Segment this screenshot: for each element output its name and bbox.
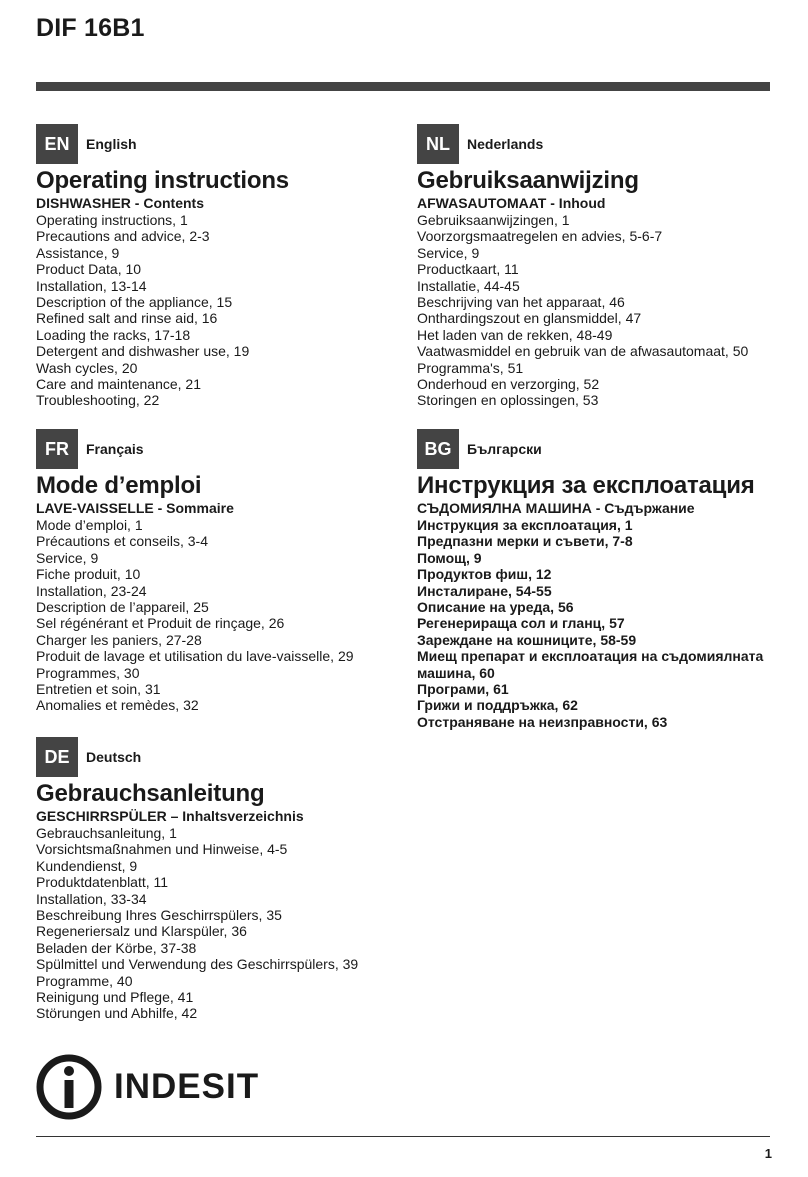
toc-list xyxy=(36,212,406,409)
toc-item: Assistance, 9 xyxy=(36,244,120,261)
toc-item: Installatie, 44-45 xyxy=(417,277,520,294)
toc-item: Vorsichtsmaßnahmen und Hinweise, 4-5 xyxy=(36,841,288,858)
model-title: DIF 16B1 xyxy=(36,14,145,42)
language-name: English xyxy=(86,136,137,152)
toc-item: Detergent and dishwasher use, 19 xyxy=(36,343,250,360)
language-code-badge: DE xyxy=(36,737,78,777)
toc-item: Програми, 61 xyxy=(417,681,509,698)
contents-title: DISHWASHER - Contents xyxy=(36,195,204,211)
toc-item: Description de l’appareil, 25 xyxy=(36,599,209,616)
toc-list xyxy=(417,212,787,409)
toc-item: Beschreibung Ihres Geschirrspülers, 35 xyxy=(36,907,282,924)
indesit-logo-icon xyxy=(36,1054,102,1120)
contents-title: LAVE-VAISSELLE - Sommaire xyxy=(36,500,234,516)
toc-item: Installation, 33-34 xyxy=(36,890,147,907)
doc-title: Operating instructions xyxy=(36,167,289,194)
brand-wordmark: INDESIT xyxy=(114,1067,260,1106)
language-code-badge: EN xyxy=(36,124,78,164)
toc-item: Programme, 40 xyxy=(36,972,133,989)
toc-item: Anomalies et remèdes, 32 xyxy=(36,697,199,714)
toc-item: Störungen und Abhilfe, 42 xyxy=(36,1005,198,1022)
toc-item: Product Data, 10 xyxy=(36,261,142,278)
language-header xyxy=(36,429,406,469)
toc-item: Produit de lavage et utilisation du lave-vaisselle, 29 xyxy=(36,648,354,665)
toc-item: Vaatwasmiddel en gebruik van de afwasautomaat, 50 xyxy=(417,343,749,360)
toc-item: Voorzorgsmaatregelen en advies, 5-6-7 xyxy=(417,228,663,245)
toc-item: Инструкция за експлоатация, 1 xyxy=(417,517,633,533)
toc-item: Programma's, 51 xyxy=(417,359,524,376)
toc-item: Beschrijving van het apparaat, 46 xyxy=(417,294,625,311)
toc-item: Грижи и поддръжка, 62 xyxy=(417,697,578,714)
toc-item: Précautions et conseils, 3-4 xyxy=(36,533,208,550)
contents-title: AFWASAUTOMAAT - Inhoud xyxy=(417,195,606,211)
header-bar xyxy=(36,82,770,91)
toc-item: Loading the racks, 17-18 xyxy=(36,326,191,343)
footer-rule xyxy=(36,1136,770,1137)
toc-item: Зареждане на кошниците, 58-59 xyxy=(417,631,637,648)
toc-item: Installation, 23-24 xyxy=(36,582,147,599)
language-name: Nederlands xyxy=(467,136,544,152)
toc-list xyxy=(417,517,792,730)
toc-item: Отстраняване на неизправности, 63 xyxy=(417,713,668,730)
language-code-badge: FR xyxy=(36,429,78,469)
toc-item: Gebruiksaanwijzingen, 1 xyxy=(417,212,570,228)
toc-list xyxy=(36,517,406,714)
toc-item: Description of the appliance, 15 xyxy=(36,294,233,311)
language-name: Français xyxy=(86,441,144,457)
toc-list xyxy=(36,825,406,1022)
brand-logo xyxy=(36,1054,259,1120)
toc-item: Gebrauchsanleitung, 1 xyxy=(36,825,177,841)
toc-item: машина, 60 xyxy=(417,664,495,681)
toc-item: Precautions and advice, 2-3 xyxy=(36,228,210,245)
toc-item: Продуктов фиш, 12 xyxy=(417,566,552,583)
toc-item: Entretien et soin, 31 xyxy=(36,681,161,698)
toc-item: Care and maintenance, 21 xyxy=(36,376,201,393)
contents-title: СЪДОМИЯЛНА МАШИНА - Съдържание xyxy=(417,500,695,516)
toc-item: Wash cycles, 20 xyxy=(36,359,138,376)
toc-item: Описание на уреда, 56 xyxy=(417,599,574,616)
language-code-badge: NL xyxy=(417,124,459,164)
toc-item: Kundendienst, 9 xyxy=(36,857,138,874)
toc-item: Troubleshooting, 22 xyxy=(36,392,160,409)
toc-item: Regeneriersalz und Klarspüler, 36 xyxy=(36,923,247,940)
language-header xyxy=(417,429,792,469)
toc-item: Регенерираща сол и гланц, 57 xyxy=(417,615,625,632)
toc-item: Sel régénérant et Produit de rinçage, 26 xyxy=(36,615,285,632)
toc-item: Spülmittel und Verwendung des Geschirrspülers, 39 xyxy=(36,956,359,973)
section-de xyxy=(36,737,406,1022)
toc-item: Fiche produit, 10 xyxy=(36,566,141,583)
contents-title: GESCHIRRSPÜLER – Inhaltsverzeichnis xyxy=(36,808,304,824)
toc-item: Storingen en oplossingen, 53 xyxy=(417,392,599,409)
section-nl xyxy=(417,124,787,409)
toc-item: Onthardingszout en glansmiddel, 47 xyxy=(417,310,642,327)
toc-item: Mode d’emploi, 1 xyxy=(36,517,143,533)
toc-item: Produktdatenblatt, 11 xyxy=(36,874,169,891)
toc-item: Предпазни мерки и съвети, 7-8 xyxy=(417,533,633,550)
section-bg xyxy=(417,429,792,730)
language-name: Български xyxy=(467,441,542,457)
toc-item: Installation, 13-14 xyxy=(36,277,147,294)
toc-item: Productkaart, 11 xyxy=(417,261,519,278)
page-number: 1 xyxy=(764,1146,772,1161)
toc-item: Operating instructions, 1 xyxy=(36,212,188,228)
language-name: Deutsch xyxy=(86,749,142,765)
language-header xyxy=(417,124,787,164)
toc-item: Refined salt and rinse aid, 16 xyxy=(36,310,218,327)
toc-item: Миещ препарат и експлоатация на съдомиялната xyxy=(417,648,764,665)
doc-title: Инструкция за експлоатация xyxy=(417,472,755,499)
section-fr xyxy=(36,429,406,714)
doc-title: Gebruiksaanwijzing xyxy=(417,167,639,194)
language-header xyxy=(36,124,406,164)
toc-item: Beladen der Körbe, 37-38 xyxy=(36,939,197,956)
toc-item: Onderhoud en verzorging, 52 xyxy=(417,376,600,393)
toc-item: Service, 9 xyxy=(36,549,99,566)
toc-item: Service, 9 xyxy=(417,244,480,261)
toc-item: Reinigung und Pflege, 41 xyxy=(36,989,194,1006)
toc-item: Charger les paniers, 27-28 xyxy=(36,631,202,648)
doc-title: Gebrauchsanleitung xyxy=(36,780,265,807)
toc-item: Инсталиране, 54-55 xyxy=(417,582,552,599)
language-code-badge: BG xyxy=(417,429,459,469)
toc-item: Помощ, 9 xyxy=(417,549,482,566)
language-header xyxy=(36,737,406,777)
toc-item: Programmes, 30 xyxy=(36,664,140,681)
section-en xyxy=(36,124,406,409)
doc-title: Mode d’emploi xyxy=(36,472,202,499)
toc-item: Het laden van de rekken, 48-49 xyxy=(417,326,613,343)
